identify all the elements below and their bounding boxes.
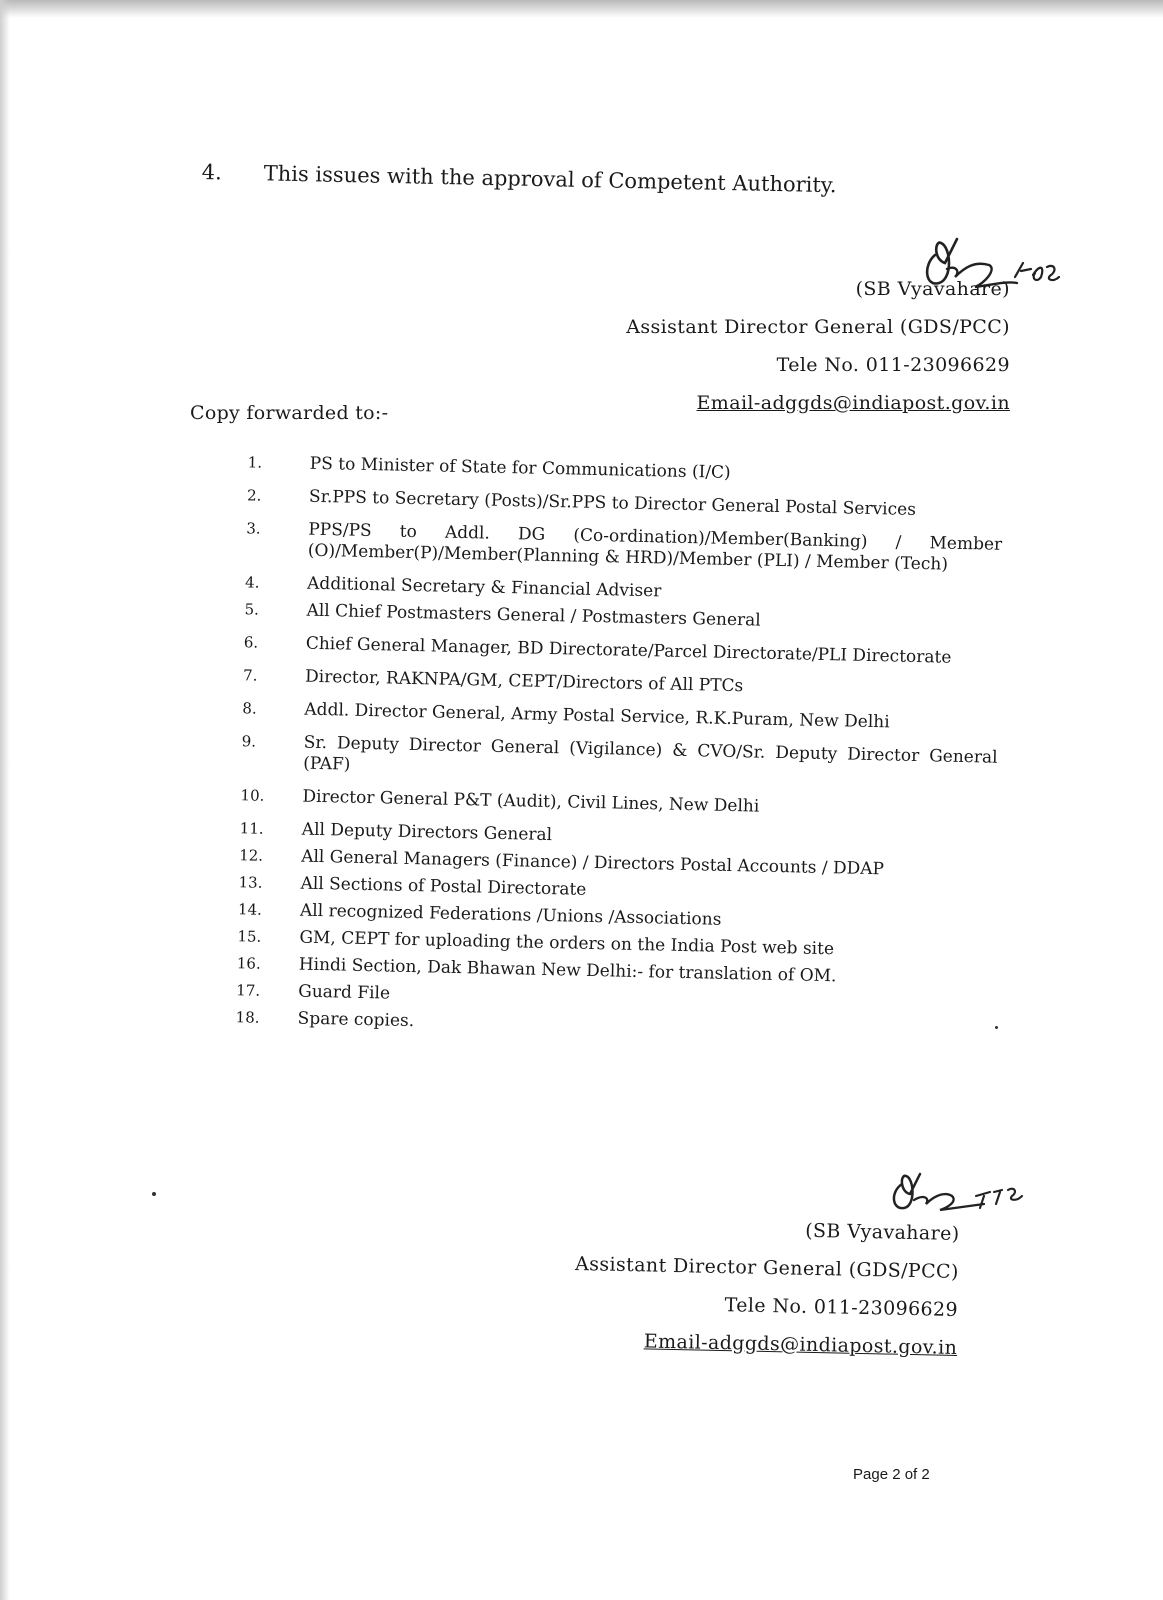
list-item: 17. Guard File — [236, 981, 391, 1004]
list-item: 2. Sr.PPS to Secretary (Posts)/Sr.PPS to Director General Postal Services — [246, 486, 917, 520]
scan-shadow-top — [0, 0, 1163, 18]
page-number: Page 2 of 2 — [853, 1466, 930, 1483]
signatory-designation: Assistant Director General (GDS/PCC) — [574, 1252, 960, 1283]
list-item: 8. Addl. Director General, Army Postal Service, R.K.Puram, New Delhi — [242, 699, 890, 733]
list-item: 16. Hindi Section, Dak Bhawan New Delhi:- for translation of OM. — [236, 954, 837, 987]
list-item: 6. Chief General Manager, BD Directorate/Parcel Directorate/PLI Directorate — [243, 633, 952, 668]
scan-speck — [152, 1192, 156, 1196]
scan-shadow-left — [0, 0, 10, 1600]
signatory-block-top — [560, 270, 1010, 422]
signatory-email: Email-adggds@indiapost.gov.in — [696, 392, 1010, 414]
signatory-name: (SB Vyavahare) — [855, 278, 1010, 300]
paragraph-number: 4. — [201, 160, 223, 185]
list-item: 5. All Chief Postmasters General / Postmasters General — [244, 600, 761, 631]
list-item: 4. Additional Secretary & Financial Adviser — [244, 573, 662, 602]
list-item: 9. Sr. Deputy Director General (Vigilance) & CVO/Sr. Deputy Director General (PAF) — [241, 732, 998, 775]
list-item: 12. All General Managers (Finance) / Directors Postal Accounts / DDAP — [239, 846, 885, 880]
signatory-phone: Tele No. 011-23096629 — [724, 1294, 959, 1321]
paragraph-text: This issues with the approval of Competent Authority. — [263, 161, 837, 198]
list-item: 10. Director General P&T (Audit), Civil Lines, New Delhi — [240, 786, 760, 817]
signatory-name: (SB Vyavahare) — [804, 1219, 960, 1245]
copy-forwarded-heading: Copy forwarded to:- — [190, 402, 389, 424]
signatory-email: Email-adggds@indiapost.gov.in — [643, 1330, 958, 1359]
signatory-designation: Assistant Director General (GDS/PCC) — [626, 316, 1010, 338]
list-item: 7. Director, RAKNPA/GM, CEPT/Directors of All PTCs — [242, 666, 744, 697]
list-item: 1. PS to Minister of State for Communications (I/C) — [247, 453, 731, 483]
list-item: 11. All Deputy Directors General — [239, 819, 553, 846]
list-item: 14. All recognized Federations /Unions /Associations — [237, 900, 722, 930]
list-item: 3. PPS/PS to Addl. DG (Co-ordination)/Member(Banking) / Member (O)/Member(P)/Member(Planning & HRD)/Member (PLI) / Member (Tech) — [246, 519, 1003, 575]
list-item: 18. Spare copies. — [235, 1008, 415, 1032]
list-item: 15. GM, CEPT for uploading the orders on the India Post web site — [237, 927, 835, 960]
signatory-block-bottom — [507, 1206, 960, 1367]
copy-forwarded-list — [219, 452, 1004, 1051]
signatory-phone: Tele No. 011-23096629 — [776, 354, 1010, 376]
scan-speck — [995, 1026, 998, 1029]
list-item: 13. All Sections of Postal Directorate — [238, 873, 587, 900]
approval-paragraph — [201, 160, 901, 199]
